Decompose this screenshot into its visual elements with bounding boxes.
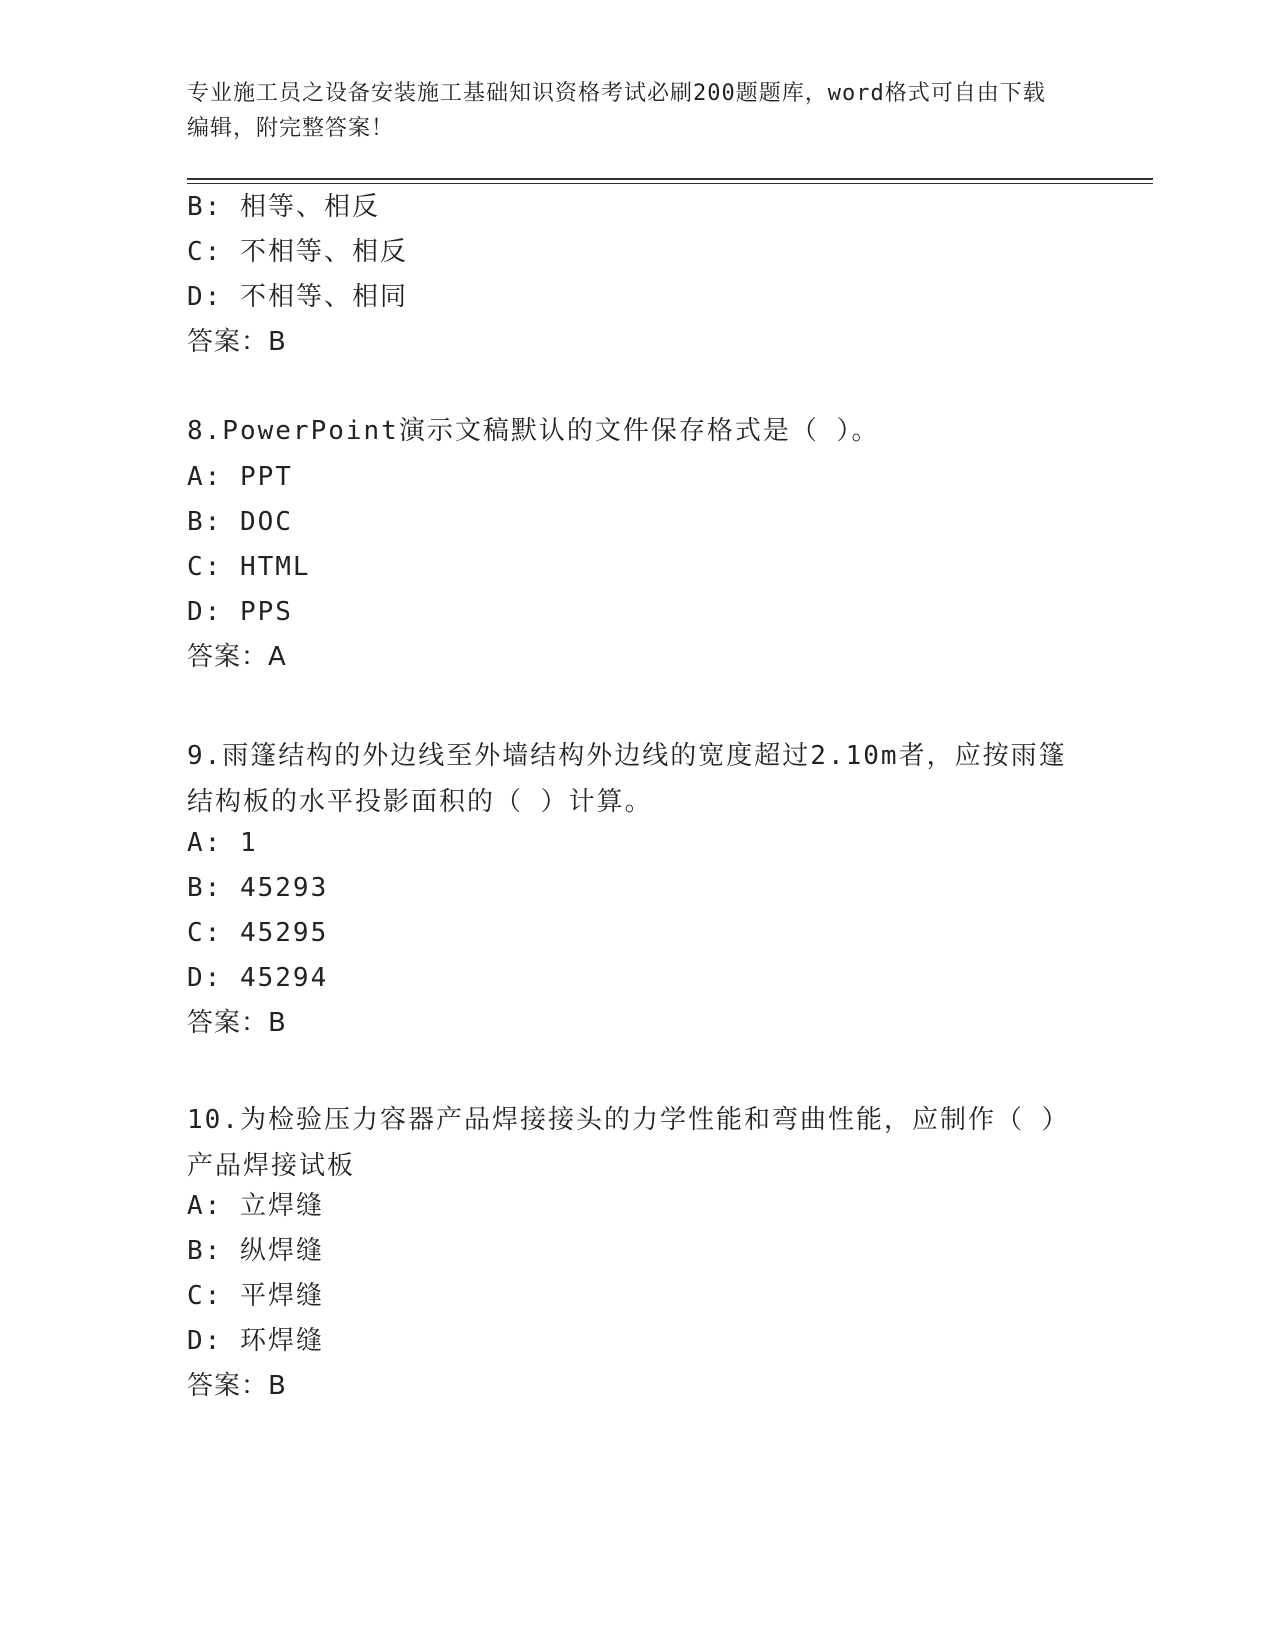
q10-option-c: C: 平焊缝 — [187, 1281, 324, 1311]
q10-option-b: B: 纵焊缝 — [187, 1236, 324, 1266]
q9-answer: 答案：B — [187, 1008, 287, 1038]
q7-answer: 答案：B — [187, 327, 287, 357]
header-divider — [187, 178, 1153, 180]
q8-option-b: B: DOC — [187, 507, 293, 537]
q8-answer: 答案：A — [187, 642, 287, 672]
q7-option-d: D: 不相等、相同 — [187, 282, 408, 312]
q8-option-a: A: PPT — [187, 462, 293, 492]
q7-option-b: B: 相等、相反 — [187, 192, 380, 222]
q8-option-c: C: HTML — [187, 552, 311, 582]
q9-stem: 9.雨篷结构的外边线至外墙结构外边线的宽度超过2.10m者，应按雨篷结构板的水平投影面积的（ ）计算。 — [187, 741, 1067, 817]
q8-stem: 8.PowerPoint演示文稿默认的文件保存格式是（ ）。 — [187, 416, 880, 446]
q10-option-d: D: 环焊缝 — [187, 1326, 324, 1356]
q9-option-a: A: 1 — [187, 828, 258, 858]
q9-option-c: C: 45295 — [187, 918, 329, 948]
q8-option-d: D: PPS — [187, 597, 293, 627]
header-divider-thin — [187, 183, 1153, 184]
q10-option-a: A: 立焊缝 — [187, 1191, 324, 1221]
q10-answer: 答案：B — [187, 1371, 287, 1401]
q9-option-d: D: 45294 — [187, 963, 329, 993]
q10-stem: 10.为检验压力容器产品焊接接头的力学性能和弯曲性能，应制作（ ）产品焊接试板 — [187, 1105, 1057, 1181]
q9-option-b: B: 45293 — [187, 873, 329, 903]
q7-option-c: C: 不相等、相反 — [187, 237, 408, 267]
document-header: 专业施工员之设备安装施工基础知识资格考试必刷200题题库，word格式可自由下载编辑，附完整答案！ — [187, 81, 1046, 141]
